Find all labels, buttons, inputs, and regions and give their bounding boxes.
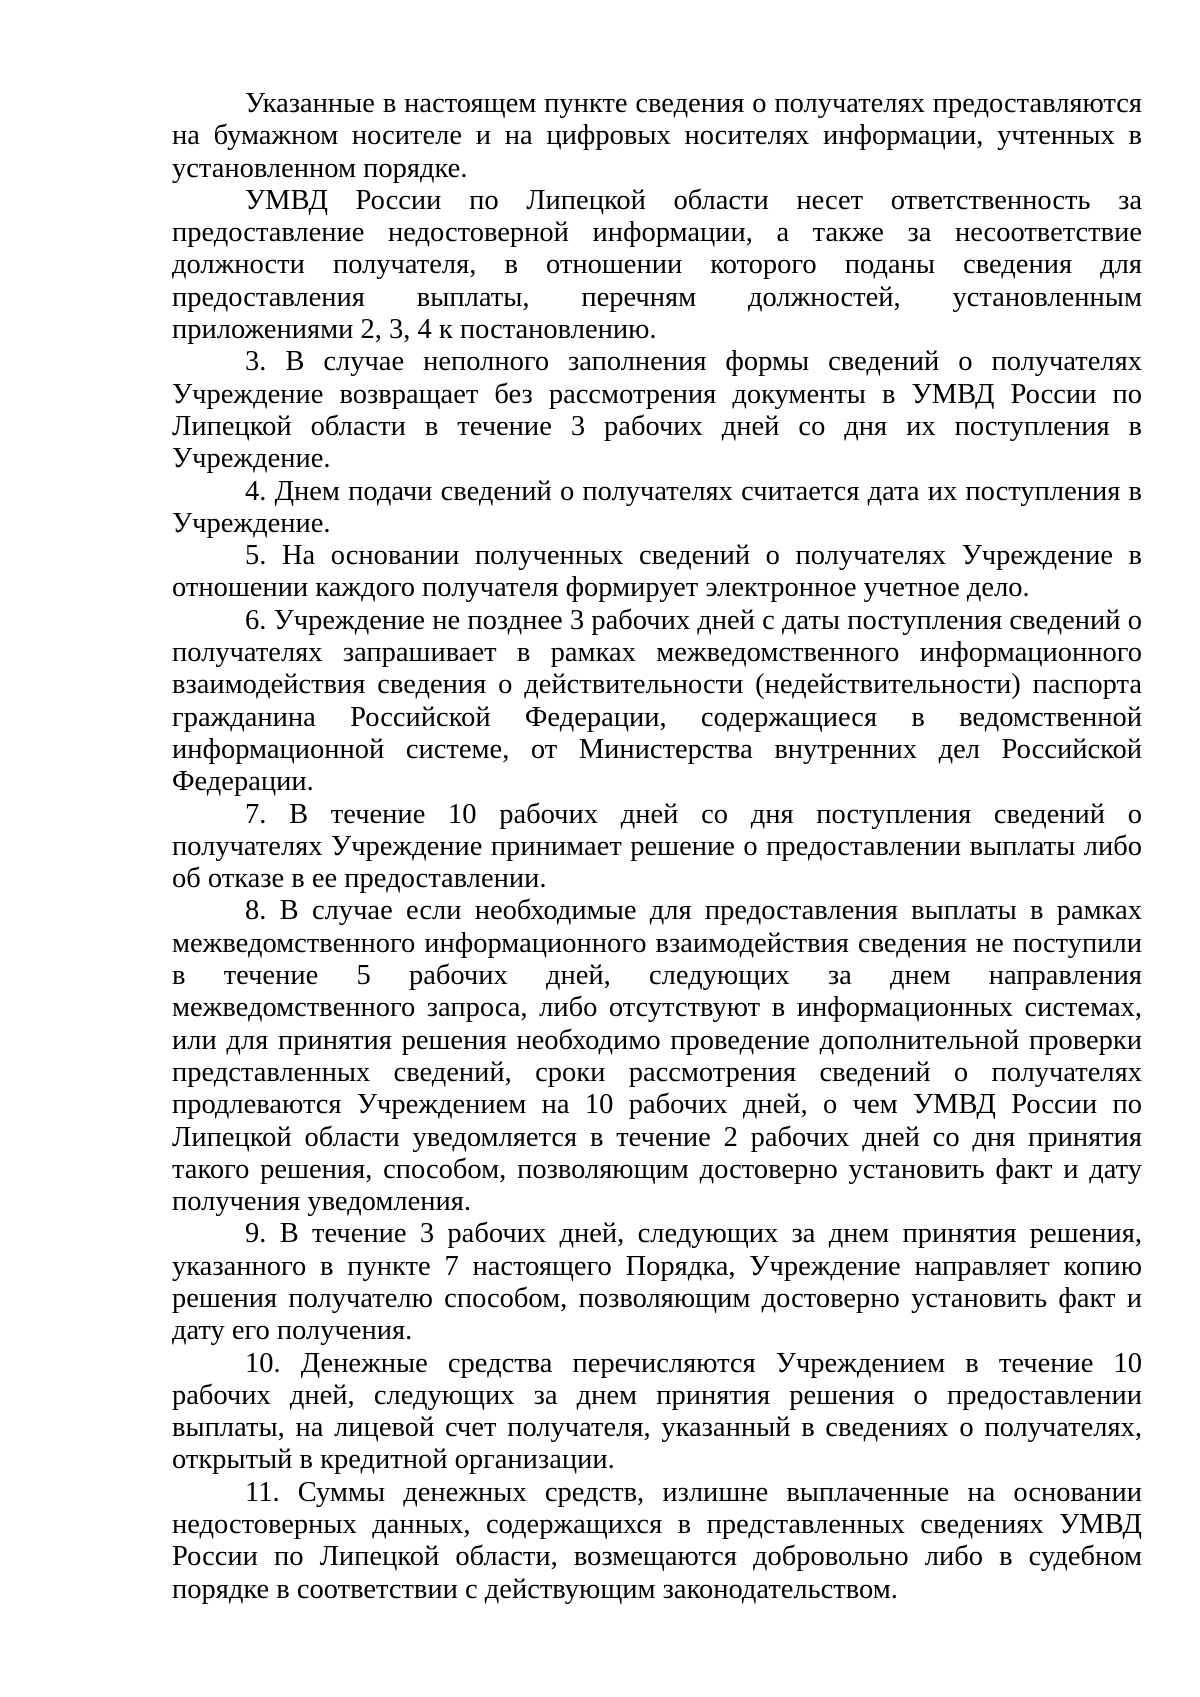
paragraph-item-8: 8. В случае если необходимые для предоставления выплаты в рамках межведомственного информационного взаимодействия сведения не поступили в течение 5 рабочих дней, следующих за днем направления межведомственного запроса, либо отсутствуют в информационных системах, или для принятия решения необходимо проведение дополнительной проверки представленных сведений, сроки рассмотрения сведений о получателях продлеваются Учреждением на 10 рабочих дней, о чем УМВД России по Липецкой области уведомляется в течение 2 рабочих дней со дня принятия такого решения, способом, позволяющим достоверно установить факт и дату получения уведомления. — [172, 895, 1142, 1218]
paragraph-item-4: 4. Днем подачи сведений о получателях считается дата их поступления в Учреждение. — [172, 475, 1142, 539]
paragraph-item-10: 10. Денежные средства перечисляются Учреждением в течение 10 рабочих дней, следующих за днем принятия решения о предоставлении выплаты, на лицевой счет получателя, указанный в сведениях о получателях, открытый в кредитной организации. — [172, 1347, 1142, 1476]
paragraph-info-format: Указанные в настоящем пункте сведения о получателях предоставляются на бумажном носителе и на цифровых носителях информации, учтенных в установленном порядке. — [172, 88, 1142, 184]
paragraph-item-11: 11. Суммы денежных средств, излишне выплаченные на основании недостоверных данных, содержащихся в представленных сведениях УМВД России по Липецкой области, возмещаются добровольно либо в судебном порядке в соответствии с действующим законодательством. — [172, 1476, 1142, 1605]
document-page — [172, 88, 1142, 1606]
paragraph-item-7: 7. В течение 10 рабочих дней со дня поступления сведений о получателях Учреждение принимает решение о предоставлении выплаты либо об отказе в ее предоставлении. — [172, 798, 1142, 895]
paragraph-item-3: 3. В случае неполного заполнения формы сведений о получателях Учреждение возвращает без рассмотрения документы в УМВД России по Липецкой области в течение 3 рабочих дней со дня их поступления в Учреждение. — [172, 346, 1142, 475]
paragraph-responsibility: УМВД России по Липецкой области несет ответственность за предоставление недостоверной информации, а также за несоответствие должности получателя, в отношении которого поданы сведения для предоставления выплаты, перечням должностей, установленным приложениями 2, 3, 4 к постановлению. — [172, 184, 1142, 346]
paragraph-item-6: 6. Учреждение не позднее 3 рабочих дней с даты поступления сведений о получателях запрашивает в рамках межведомственного информационного взаимодействия сведения о действительности (недействительности) паспорта гражданина Российской Федерации, содержащиеся в ведомственной информационной системе, от Министерства внутренних дел Российской Федерации. — [172, 604, 1142, 798]
paragraph-item-5: 5. На основании полученных сведений о получателях Учреждение в отношении каждого получателя формирует электронное учетное дело. — [172, 540, 1142, 604]
paragraph-item-9: 9. В течение 3 рабочих дней, следующих за днем принятия решения, указанного в пункте 7 настоящего Порядка, Учреждение направляет копию решения получателю способом, позволяющим достоверно установить факт и дату его получения. — [172, 1218, 1142, 1347]
